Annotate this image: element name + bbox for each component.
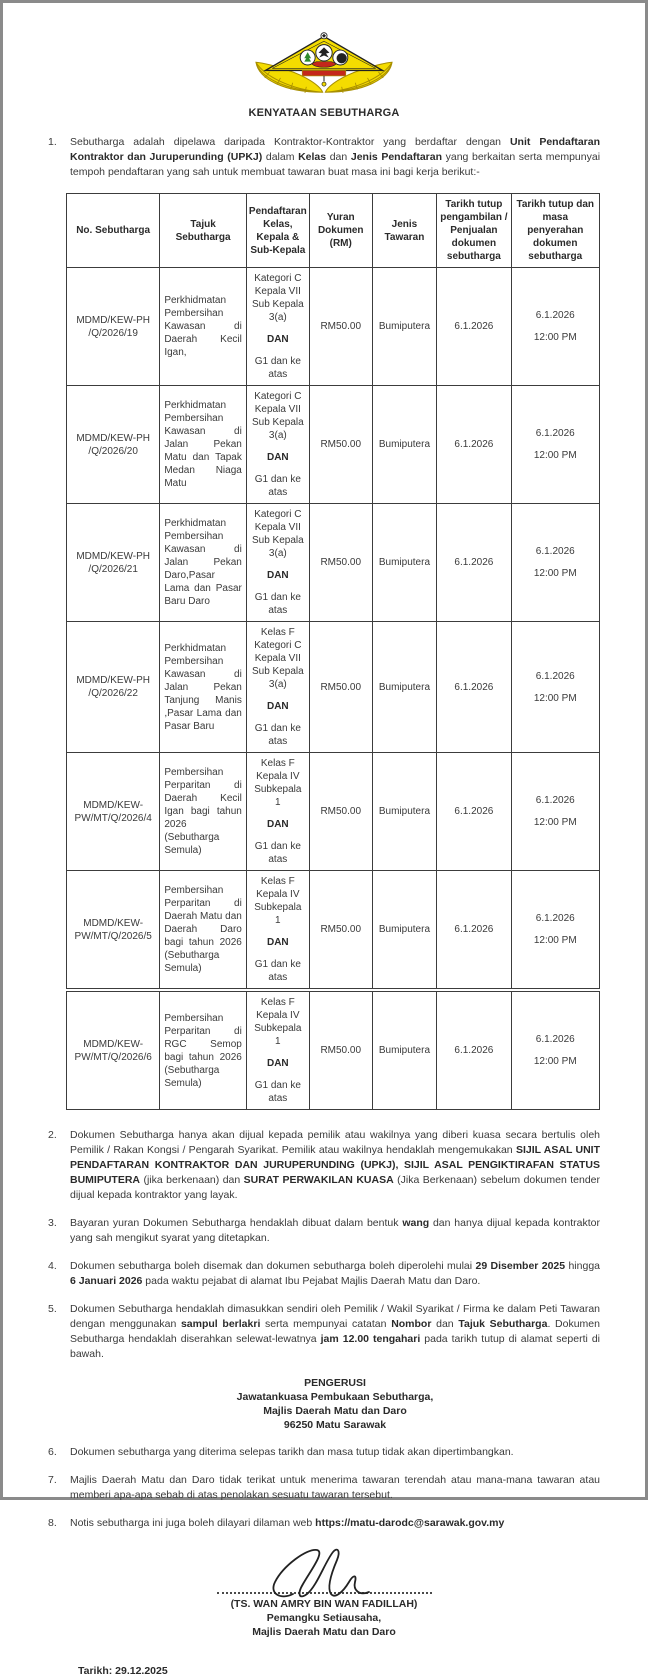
kelas-grade: G1 dan ke atas <box>254 841 301 865</box>
kelas-registration: Kelas F Kepala IV Subkepala 1 <box>254 997 302 1047</box>
table-row <box>67 386 600 504</box>
cell-no-sebutharga: MDMD/KEW-PH /Q/2026/22 <box>67 622 160 753</box>
item-body <box>70 1216 600 1246</box>
kelas-registration: Kategori C Kepala VII Sub Kepala 3(a) <box>251 509 304 559</box>
quotation-table-head <box>67 194 600 268</box>
item-body <box>70 1259 600 1289</box>
notice-item <box>48 1216 600 1246</box>
item-body <box>70 135 600 180</box>
table-row <box>67 622 600 753</box>
kelas-dan: DAN <box>266 701 289 712</box>
item-paragraph: Bayaran yuran Dokumen Sebutharga hendaklah dibuat dalam bentuk wang dan hanya dijual kepada kontraktor yang sah mengikut syarat yang ditetapkan. <box>70 1217 600 1244</box>
item-paragraph: Majlis Daerah Matu dan Daro tidak terikat untuk menerima tawaran terendah atau mana-mana tawaran atau memberi apa-apa sebab di atas penolakan sesuatu tawaran tersebut. <box>70 1474 600 1501</box>
kelas-registration: Kelas F Kategori C Kepala VII Sub Kepala 3(a) <box>251 627 304 690</box>
cell-pendaftaran <box>246 871 309 991</box>
signature-line <box>217 1592 432 1594</box>
kelas-dan: DAN <box>266 1058 289 1069</box>
table-row <box>67 871 600 991</box>
header-yuran: Yuran Dokumen (RM) <box>309 194 372 268</box>
header-no-sebutharga: No. Sebutharga <box>67 194 160 268</box>
cell-no-sebutharga: MDMD/KEW- PW/MT/Q/2026/5 <box>67 871 160 991</box>
cell-jenis: Bumiputera <box>372 268 437 386</box>
header-pendaftaran: Pendaftaran Kelas, Kepala & Sub-Kepala <box>246 194 309 268</box>
cell-tarikh-tutup: 6.1.2026 <box>437 753 511 871</box>
kelas-dan: DAN <box>266 819 289 830</box>
serah-date: 6.1.2026 <box>535 670 575 682</box>
cell-jenis: Bumiputera <box>372 990 437 1110</box>
cell-tarikh-tutup: 6.1.2026 <box>437 268 511 386</box>
item-paragraph: Sebutharga adalah dipelawa daripada Kontraktor-Kontraktor yang berdaftar dengan Unit Pendaftaran Kontraktor dan Juruperunding (UPKJ) dalam Kelas dan Jenis Pendaftaran yang berkaitan serta mempunyai tempoh pendaftaran yang sah untuk membuat tawaran buat masa ini bagi kerja berikut:- <box>70 136 601 178</box>
header-row <box>67 194 600 268</box>
signatory-name: (TS. WAN AMRY BIN WAN FADILLAH) <box>230 1598 418 1610</box>
cell-tarikh-serah <box>511 504 599 622</box>
cell-tarikh-serah <box>511 268 599 386</box>
header-tajuk: Tajuk Sebutharga <box>160 194 247 268</box>
item-paragraph: Dokumen sebutharga boleh disemak dan dokumen sebutharga boleh diperolehi mulai 29 Disember 2025 hingga 6 Januari 2026 pada waktu pejabat di alamat Ibu Pejabat Majlis Daerah Matu dan Daro. <box>70 1260 601 1287</box>
header-tarikh-serah: Tarikh tutup dan masa penyerahan dokumen sebutharga <box>511 194 599 268</box>
cell-jenis: Bumiputera <box>372 871 437 991</box>
cell-pendaftaran <box>246 622 309 753</box>
serah-date: 6.1.2026 <box>535 546 575 557</box>
notice-item <box>48 1516 600 1531</box>
signatory-title: Pemangku Setiausaha, <box>266 1612 382 1624</box>
cell-tarikh-serah <box>511 386 599 504</box>
item-number: 8. <box>48 1517 57 1529</box>
item-number: 1. <box>48 136 57 148</box>
item-number: 5. <box>48 1303 57 1315</box>
kelas-grade: G1 dan ke atas <box>254 474 301 498</box>
notice-item <box>48 1445 600 1460</box>
table-row <box>67 504 600 622</box>
item-number: 3. <box>48 1217 57 1229</box>
cell-jenis: Bumiputera <box>372 622 437 753</box>
table-row <box>67 268 600 386</box>
cell-jenis: Bumiputera <box>372 504 437 622</box>
quotation-table-body <box>67 268 600 1110</box>
cell-pendaftaran <box>246 268 309 386</box>
cell-pendaftaran <box>246 504 309 622</box>
serah-time: 12:00 PM <box>533 568 577 579</box>
cell-no-sebutharga: MDMD/KEW-PH /Q/2026/19 <box>67 268 160 386</box>
cell-pendaftaran <box>246 386 309 504</box>
item-paragraph: Notis sebutharga ini juga boleh dilayari dilaman web https://matu-darodc@sarawak.gov.my <box>70 1517 505 1529</box>
header-jenis: Jenis Tawaran <box>372 194 437 268</box>
signature-block <box>48 1544 600 1639</box>
cell-no-sebutharga: MDMD/KEW- PW/MT/Q/2026/6 <box>67 990 160 1110</box>
item-number: 6. <box>48 1446 57 1458</box>
serah-time: 12:00 PM <box>533 817 577 828</box>
signatory-org: Majlis Daerah Matu dan Daro <box>252 1626 396 1638</box>
serah-time: 12:00 PM <box>533 935 577 946</box>
item-body <box>70 1473 600 1503</box>
cell-tarikh-tutup: 6.1.2026 <box>437 622 511 753</box>
item-paragraph: Dokumen sebutharga yang diterima selepas tarikh dan masa tutup tidak akan dipertimbangkan. <box>70 1446 514 1458</box>
kelas-grade: G1 dan ke atas <box>254 592 301 616</box>
serah-time: 12:00 PM <box>533 1056 577 1067</box>
header-tarikh-tutup: Tarikh tutup pengambilan / Penjualan dokumen sebutharga <box>437 194 511 268</box>
address-block: PENGERUSI Jawatankuasa Pembukaan Sebutharga, Majlis Daerah Matu dan Daro 96250 Matu Sarawak <box>236 1377 434 1431</box>
serah-date: 6.1.2026 <box>535 310 575 321</box>
cell-tajuk: Pembersihan Perparitan di Daerah Kecil Igan bagi tahun 2026 (Sebutharga Semula) <box>160 753 247 871</box>
notice-item <box>48 1302 600 1432</box>
table-row <box>67 753 600 871</box>
cell-tarikh-tutup: 6.1.2026 <box>437 871 511 991</box>
cell-no-sebutharga: MDMD/KEW- PW/MT/Q/2026/4 <box>67 753 160 871</box>
cell-pendaftaran <box>246 990 309 1110</box>
notice-item <box>48 1473 600 1503</box>
kelas-grade: G1 dan ke atas <box>254 356 301 380</box>
kelas-registration: Kelas F Kepala IV Subkepala 1 <box>254 876 302 926</box>
kelas-registration: Kategori C Kepala VII Sub Kepala 3(a) <box>251 391 304 441</box>
serah-date: 6.1.2026 <box>535 428 575 439</box>
cell-tarikh-serah <box>511 990 599 1110</box>
kelas-grade: G1 dan ke atas <box>254 723 301 747</box>
item-number: 2. <box>48 1129 57 1141</box>
date-line: Tarikh: 29.12.2025 <box>78 1665 168 1677</box>
cell-tarikh-tutup: 6.1.2026 <box>437 990 511 1110</box>
quotation-table <box>66 193 600 1110</box>
cell-yuran: RM50.00 <box>309 990 372 1110</box>
serah-date: 6.1.2026 <box>535 913 575 924</box>
kelas-dan: DAN <box>266 570 289 581</box>
council-crest-logo <box>249 31 399 97</box>
cell-tarikh-serah <box>511 871 599 991</box>
serah-time: 12:00 PM <box>533 332 577 343</box>
cell-tarikh-serah <box>511 622 599 753</box>
notice-item <box>48 1128 600 1203</box>
cell-yuran: RM50.00 <box>309 871 372 991</box>
page-title: KENYATAAN SEBUTHARGA <box>248 107 400 119</box>
item-paragraph: Dokumen Sebutharga hendaklah dimasukkan sendiri oleh Pemilik / Wakil Syarikat / Firma ke dalam Peti Tawaran dengan menggunakan sampul berlakri serta mempunyai catatan Nombor dan Tajuk Sebutharga. Dokumen Sebutharga hendaklah diserahkan selewat-lewatnya jam 12.00 tengahari pada tarikh tutup di alamat seperti di bawah. <box>70 1303 600 1360</box>
cell-tarikh-tutup: 6.1.2026 <box>437 386 511 504</box>
item-paragraph: Dokumen Sebutharga hanya akan dijual kepada pemilik atau wakilnya yang diberi kuasa secara bertulis oleh Pemilik / Rakan Kongsi / Pengarah Syarikat. Pemilik atau wakilnya hendaklah mengemukakan SIJIL ASAL UNIT PENDAFTARAN KONTRAKTOR DAN JURUPERUNDING (UPKJ), SIJIL ASAL PENGIKTIRAFAN STATUS BUMIPUTERA (jika berkenaan) dan SURAT PERWAKILAN KUASA (Jika Berkenaan) sebelum dokumen tender dijual kepada kontraktor yang layak. <box>70 1129 600 1201</box>
logo-wrap <box>48 31 600 97</box>
cell-yuran: RM50.00 <box>309 386 372 504</box>
notice-item <box>48 1259 600 1289</box>
cell-yuran: RM50.00 <box>309 622 372 753</box>
cell-yuran: RM50.00 <box>309 753 372 871</box>
serah-time: 12:00 PM <box>533 692 577 704</box>
cell-tajuk: Perkhidmatan Pembersihan Kawasan di Jalan Pekan Daro,Pasar Lama dan Pasar Baru Daro <box>160 504 247 622</box>
cell-tajuk: Perkhidmatan Pembersihan Kawasan di Jalan Pekan Tanjung Manis ,Pasar Lama dan Pasar Baru <box>160 622 247 753</box>
notice-item <box>48 135 600 180</box>
notice-items-bottom <box>48 1128 600 1531</box>
item-number: 7. <box>48 1474 57 1486</box>
serah-time: 12:00 PM <box>533 450 577 461</box>
item-number: 4. <box>48 1260 57 1272</box>
kelas-grade: G1 dan ke atas <box>254 959 301 983</box>
item-body <box>70 1445 600 1460</box>
kelas-dan: DAN <box>266 334 289 345</box>
cell-jenis: Bumiputera <box>372 753 437 871</box>
cell-tajuk: Perkhidmatan Pembersihan Kawasan di Jalan Pekan Matu dan Tapak Medan Niaga Matu <box>160 386 247 504</box>
serah-date: 6.1.2026 <box>535 795 575 806</box>
cell-tarikh-tutup: 6.1.2026 <box>437 504 511 622</box>
cell-yuran: RM50.00 <box>309 504 372 622</box>
serah-date: 6.1.2026 <box>535 1034 575 1045</box>
cell-tarikh-serah <box>511 753 599 871</box>
item-body <box>70 1516 600 1531</box>
kelas-registration: Kategori C Kepala VII Sub Kepala 3(a) <box>251 273 304 323</box>
kelas-grade: G1 dan ke atas <box>254 1080 301 1104</box>
cell-tajuk: Pembersihan Perparitan di RGC Semop bagi tahun 2026 (Sebutharga Semula) <box>160 990 247 1110</box>
notice-items-top <box>48 135 600 180</box>
kelas-registration: Kelas F Kepala IV Subkepala 1 <box>254 758 302 808</box>
kelas-dan: DAN <box>266 452 289 463</box>
cell-no-sebutharga: MDMD/KEW-PH /Q/2026/21 <box>67 504 160 622</box>
item-body <box>70 1302 600 1432</box>
cell-tajuk: Pembersihan Perparitan di Daerah Matu dan Daerah Daro bagi tahun 2026 (Sebutharga Semula) <box>160 871 247 991</box>
crest-banner <box>302 70 346 75</box>
cell-no-sebutharga: MDMD/KEW-PH /Q/2026/20 <box>67 386 160 504</box>
table-row <box>67 990 600 1110</box>
cell-jenis: Bumiputera <box>372 386 437 504</box>
cell-pendaftaran <box>246 753 309 871</box>
cell-tajuk: Perkhidmatan Pembersihan Kawasan di Daerah Kecil Igan, <box>160 268 247 386</box>
kelas-dan: DAN <box>266 937 289 948</box>
cell-yuran: RM50.00 <box>309 268 372 386</box>
item-body <box>70 1128 600 1203</box>
